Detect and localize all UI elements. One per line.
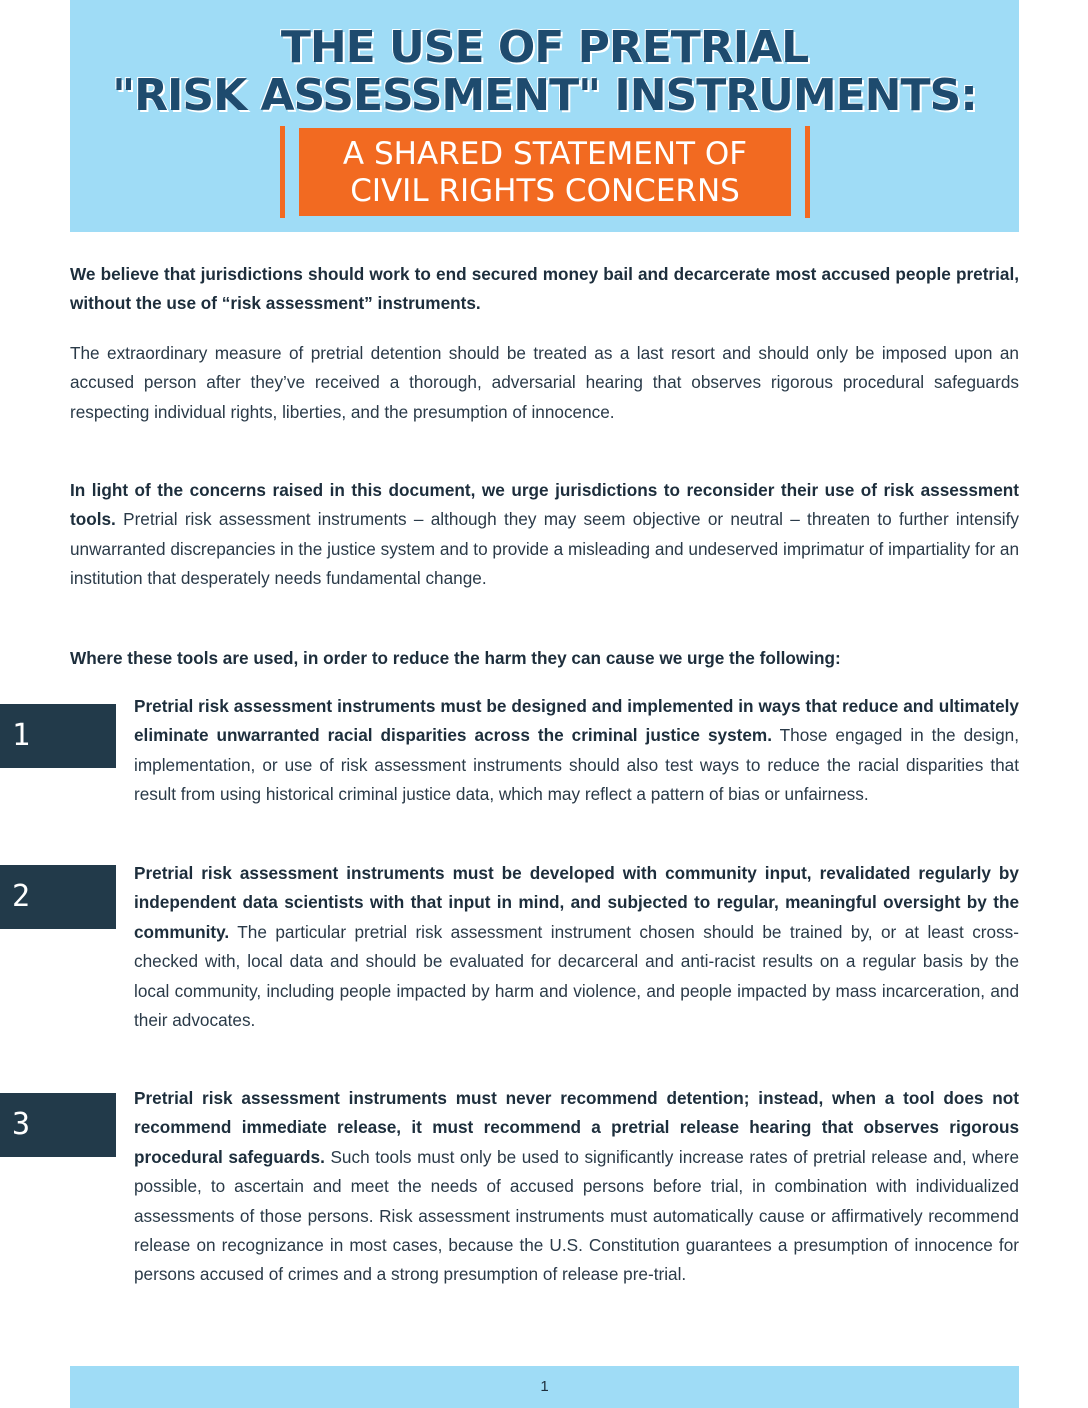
subtitle-line-1: A SHARED STATEMENT OF [342, 136, 748, 172]
item-3-bold: Pretrial risk assessment instruments must never recommend detention; instead, when a tool does not recommend immediate release, it must recommend a pretrial release hearing that observes rigorous procedural safeguards. [134, 1088, 1019, 1167]
item-number-box-3 [0, 1093, 116, 1157]
item-1-bold: Pretrial risk assessment instruments must be designed and implemented in ways that reduce and ultimately eliminate unwarranted racial disparities across the criminal justice system. [134, 696, 1019, 746]
intro-paragraph-3 [70, 476, 1019, 594]
item-2-bold: Pretrial risk assessment instruments must be developed with community input, revalidated regularly by independent data scientists with that input in mind, and subjected to regular, meaningful oversight by the community. [134, 863, 1019, 942]
item-number-1: 1 [12, 718, 31, 753]
intro-paragraph-1: We believe that jurisdictions should work to end secured money bail and decarcerate most accused people pretrial, without the use of “risk assessment” instruments. [70, 264, 1019, 314]
item-number-2: 2 [12, 879, 31, 914]
intro-paragraph-3-bold: In light of the concerns raised in this document, we urge jurisdictions to reconsider their use of risk assessment tools. [70, 480, 1019, 530]
item-text-1 [134, 692, 1019, 810]
subtitle-box [299, 128, 791, 216]
intro-paragraph-3-rest: Pretrial risk assessment instruments – although they may seem objective or neutral – threaten to further intensify unwarranted discrepancies in the justice system and to provide a misleading and undeserved imprimatur of impartiality for an institution that desperately needs fundamental change. [70, 509, 1019, 589]
title-line-1: THE USE OF PRETRIAL [280, 22, 809, 73]
footer-bar [70, 1366, 1019, 1408]
item-2-rest: The particular pretrial risk assessment instrument chosen should be trained by, or at least cross-checked with, local data and should be evaluated for decarceral and anti-racist results on a regular basis by the local community, including people impacted by harm and violence, and people impacted by mass incarceration, and their advocates. [134, 921, 1019, 1031]
item-1-rest: Those engaged in the design, implementation, or use of risk assessment instruments should also test ways to reduce the racial disparities that result from using historical criminal justice data, which may reflect a pattern of bias or unfairness. [134, 725, 1019, 805]
page-number: 1 [540, 1378, 549, 1395]
title-line-2: "RISK ASSESSMENT" INSTRUMENTS: [112, 70, 977, 121]
subtitle-left-bar [280, 126, 285, 218]
subtitle-line-2: CIVIL RIGHTS CONCERNS [350, 173, 740, 209]
item-number-box-1 [0, 704, 116, 768]
item-number-3: 3 [12, 1107, 31, 1142]
item-text-3 [134, 1084, 1019, 1290]
item-text-2 [134, 859, 1019, 1035]
item-3-rest: Such tools must only be used to significantly increase rates of pretrial release and, where possible, to ascertain and meet the needs of accused persons before trial, in combination with individualized assessments of those persons. Risk assessment instruments must automatically cause or affirmatively recommend release on recognizance in most cases, because the U.S. Constitution guarantees a presumption of innocence for persons accused of crimes and a strong presumption of release pre-trial. [134, 1146, 1020, 1285]
subtitle-right-bar [805, 126, 810, 218]
header-banner [70, 0, 1019, 232]
item-number-box-2 [0, 865, 116, 929]
intro-paragraph-2: The extraordinary measure of pretrial detention should be treated as a last resort and should only be imposed upon an accused person after they’ve received a thorough, adversarial hearing that observes rigorous procedural safeguards respecting individual rights, liberties, and the presumption of innocence. [70, 343, 1019, 422]
intro-paragraph-4: Where these tools are used, in order to reduce the harm they can cause we urge the following: [70, 648, 841, 668]
